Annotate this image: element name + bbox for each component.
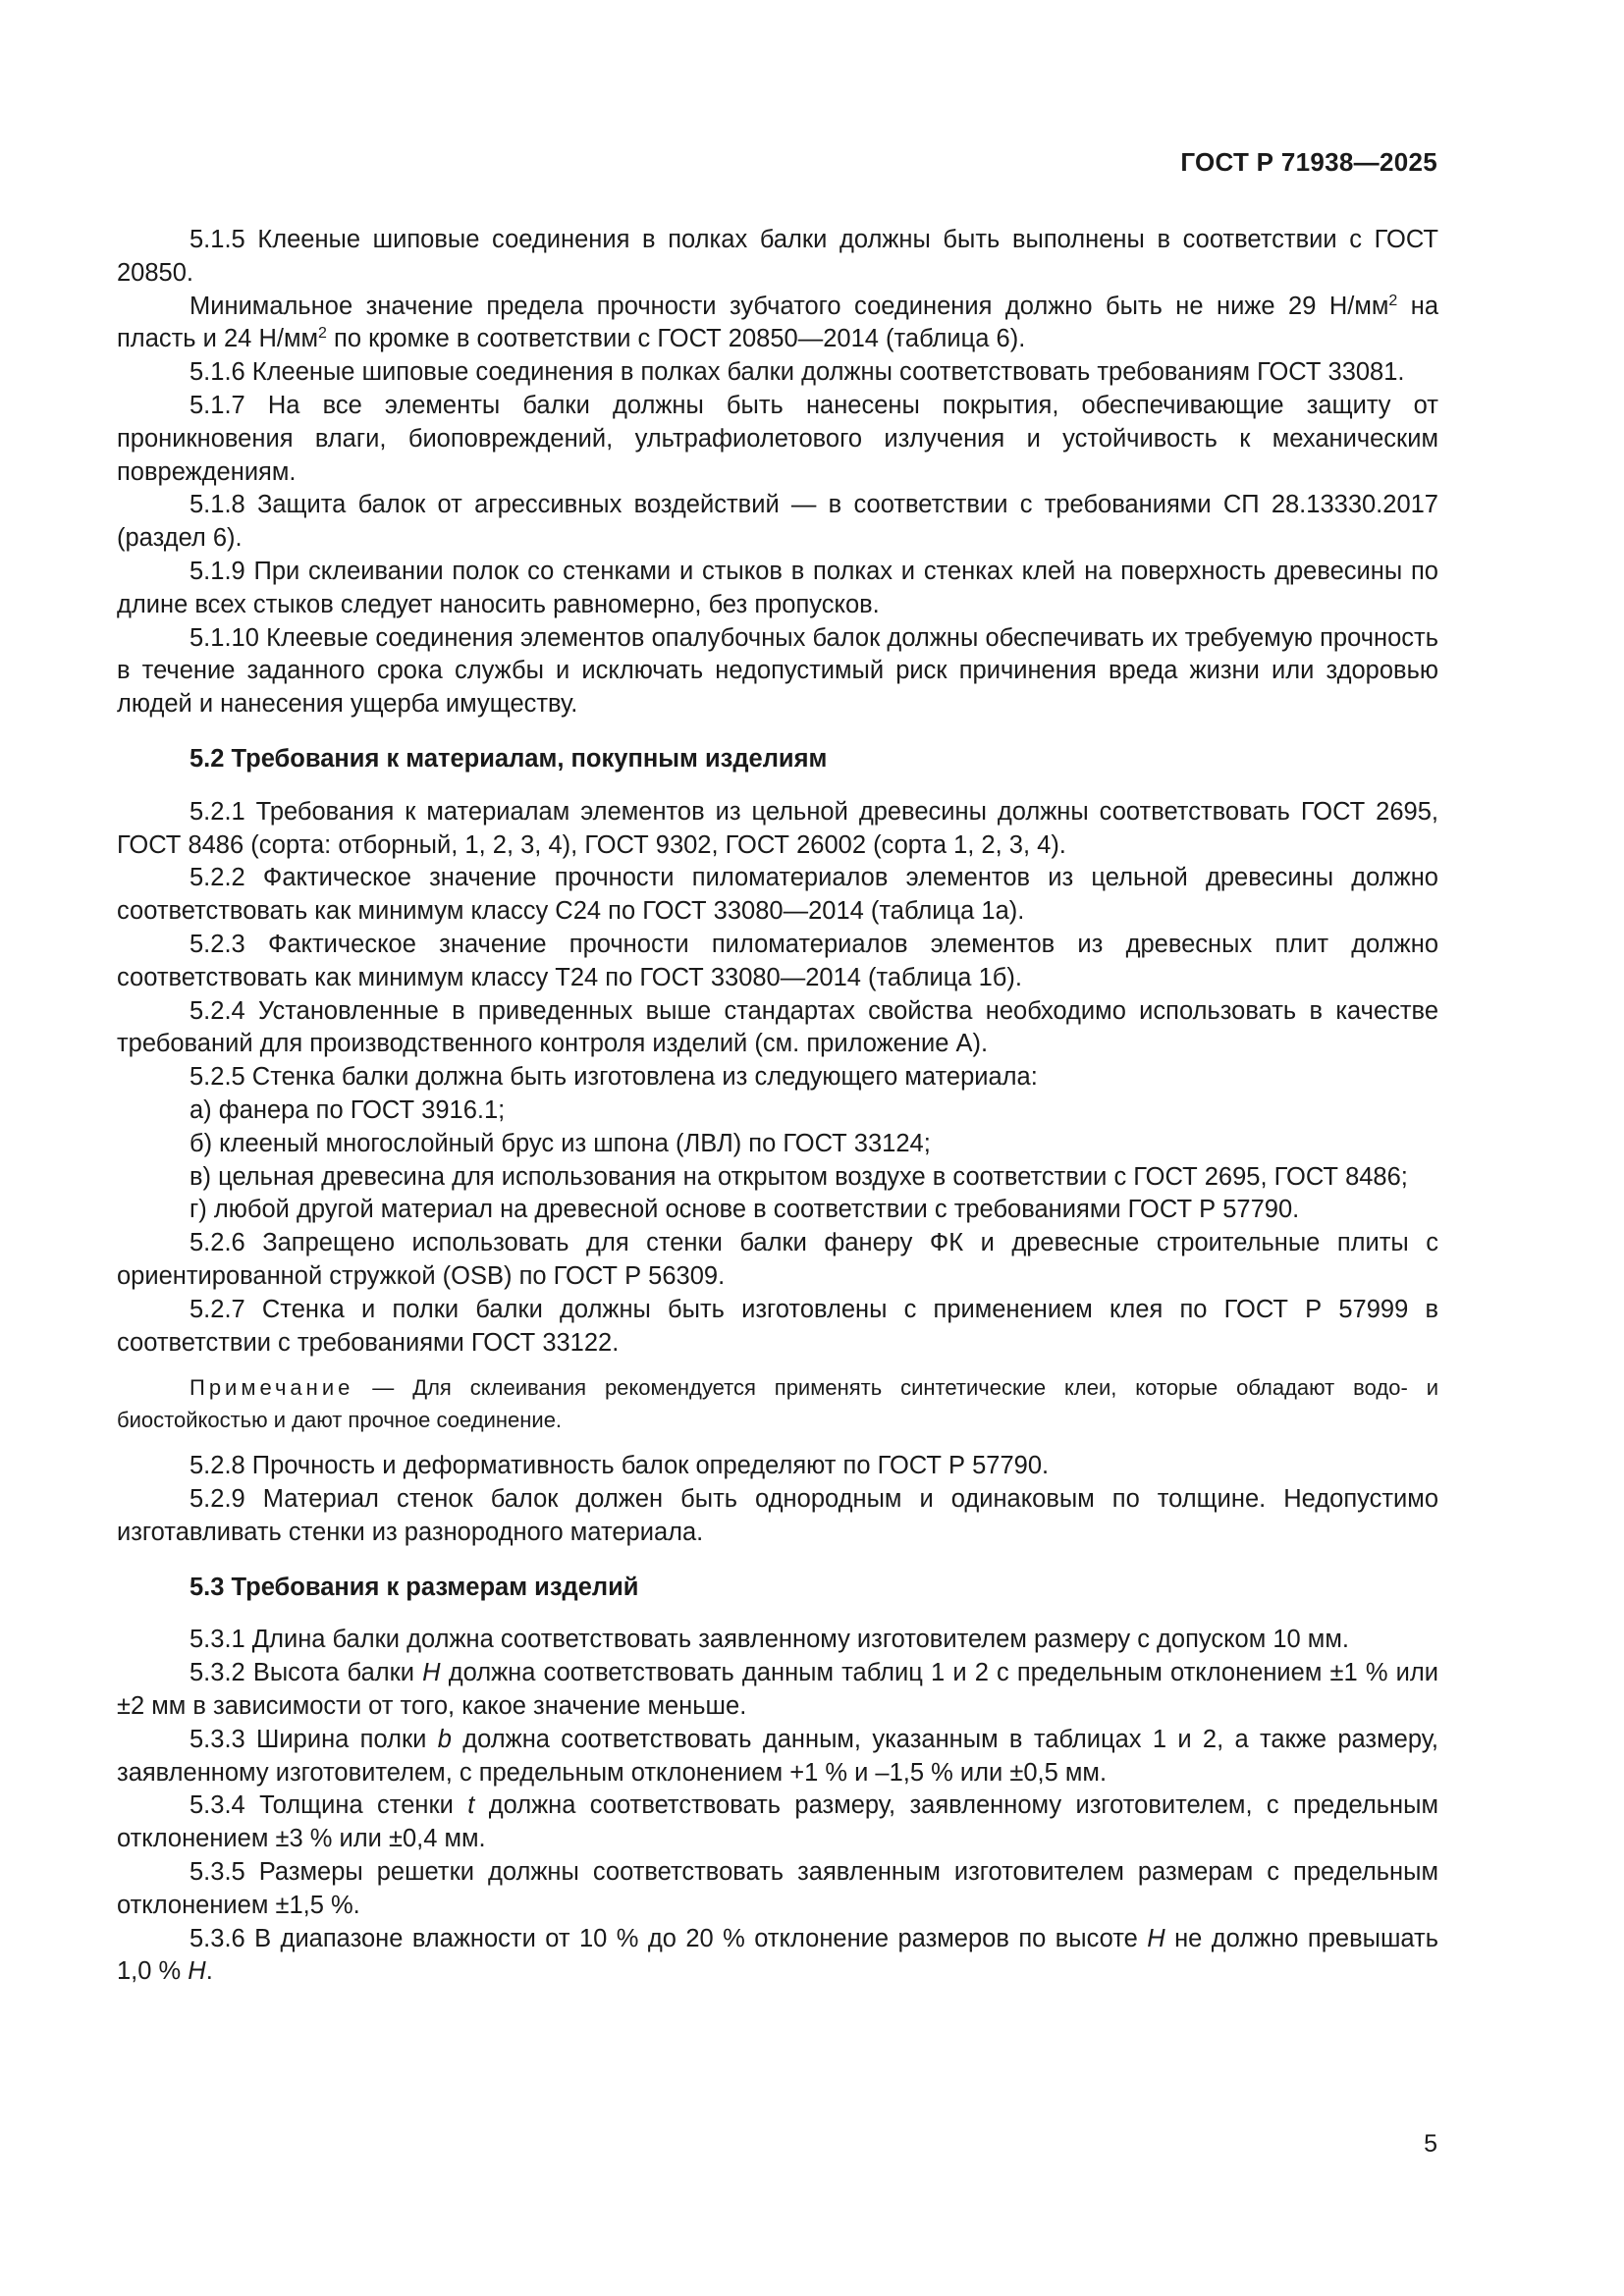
clause-text: должна соответствовать данным, указанным в таблицах 1 и 2, а также размеру, заявленному изготовителем, с предельным отклонением +1 % и –1,5 % или ±0,5 мм. bbox=[117, 1725, 1439, 1787]
variable-h: H bbox=[422, 1659, 441, 1687]
clause-5-3-3 bbox=[117, 1724, 1438, 1790]
superscript-2: 2 bbox=[318, 325, 327, 343]
variable-h: H bbox=[1147, 1924, 1165, 1952]
clause-5-3-4 bbox=[117, 1789, 1438, 1856]
clause-5-1-6: 5.1.6 Клееные шиповые соединения в полках балки должны соответствовать требованиям ГОСТ 33081. bbox=[189, 358, 1405, 387]
document-id-header: ГОСТ Р 71938—2025 bbox=[1180, 147, 1437, 177]
variable-b: b bbox=[437, 1725, 452, 1753]
min-strength-text-c: по кромке в соответствии с ГОСТ 20850—2014 (таблица 6). bbox=[326, 325, 1026, 353]
clause-5-2-4: 5.2.4 Установленные в приведенных выше стандартах свойства необходимо использовать в качестве требований для производственного контроля изделий (см. приложение А). bbox=[117, 996, 1438, 1058]
clause-5-3-1: 5.3.1 Длина балки должна соответствовать заявленному изготовителем размеру с допуском 10 мм. bbox=[189, 1626, 1349, 1654]
clause-text: 5.3.6 В диапазоне влажности от 10 % до 20 % отклонение размеров по высоте bbox=[189, 1924, 1148, 1952]
clause-5-2-5: 5.2.5 Стенка балки должна быть изготовлена из следующего материала: bbox=[189, 1063, 1038, 1092]
clause-text: должна соответствовать данным таблиц 1 и 2 с предельным отклонением ±1 % или ±2 мм в зависимости от того, какое значение меньше. bbox=[117, 1659, 1438, 1721]
clause-5-3-5: 5.3.5 Размеры решетки должны соответствовать заявленным изготовителем размерам с предельным отклонением ±1,5 %. bbox=[117, 1858, 1438, 1919]
clause-text: . bbox=[205, 1957, 213, 1986]
clause-text: не должно превышать 1,0 % bbox=[117, 1924, 1438, 1986]
clause-5-1-5: 5.1.5 Клееные шиповые соединения в полках балки должны быть выполнены в соответствии с ГОСТ 20850. bbox=[117, 226, 1438, 287]
min-strength-text-b: на пласть и 24 Н/мм bbox=[117, 292, 1439, 353]
clause-5-2-3: 5.2.3 Фактическое значение прочности пиломатериалов элементов из древесных плит должно соответствовать как минимум классу Т24 по ГОСТ 33080—2014 (таблица 1б). bbox=[117, 930, 1438, 991]
variable-h: H bbox=[188, 1957, 206, 1986]
clause-5-2-6: 5.2.6 Запрещено использовать для стенки балки фанеру ФК и древесные строительные плиты с ориентированной стружкой (OSB) по ГОСТ Р 56309. bbox=[117, 1229, 1438, 1290]
list-item-b: б) клееный многослойный брус из шпона (ЛВЛ) по ГОСТ 33124; bbox=[189, 1129, 931, 1157]
clause-5-2-7: 5.2.7 Стенка и полки балки должны быть изготовлены с применением клея по ГОСТ Р 57999 в соответствии с требованиями ГОСТ 33122. bbox=[117, 1295, 1438, 1357]
clause-5-1-7: 5.1.7 На все элементы балки должны быть нанесены покрытия, обеспечивающие защиту от проникновения влаги, биоповреждений, ультрафиолетового излучения и устойчивость к механическим повреждениям. bbox=[117, 391, 1438, 486]
page-number: 5 bbox=[1424, 2130, 1437, 2158]
clause-text: 5.3.3 Ширина полки bbox=[189, 1725, 438, 1753]
clause-5-1-9: 5.1.9 При склеивании полок со стенками и стыков в полках и стенках клей на поверхность древесины по длине всех стыков следует наносить равномерно, без пропусков. bbox=[117, 557, 1438, 618]
min-strength-paragraph bbox=[117, 291, 1438, 357]
superscript-2: 2 bbox=[1388, 292, 1398, 309]
note-label: Примечание bbox=[189, 1375, 354, 1401]
clause-5-1-8: 5.1.8 Защита балок от агрессивных воздействий — в соответствии с требованиями СП 28.13330.2017 (раздел 6). bbox=[117, 491, 1438, 553]
clause-5-3-2 bbox=[117, 1657, 1438, 1724]
clause-5-1-10: 5.1.10 Клеевые соединения элементов опалубочных балок должны обеспечивать их требуемую прочность в течение заданного срока службы и исключать недопустимый риск причинения вреда жизни или здоровью людей и нанесения ущерба имуществу. bbox=[117, 623, 1438, 719]
clause-5-2-9: 5.2.9 Материал стенок балок должен быть однородным и одинаковым по толщине. Недопустимо изготавливать стенки из разнородного материала. bbox=[117, 1485, 1438, 1546]
list-item-v: в) цельная древесина для использования на открытом воздухе в соответствии с ГОСТ 2695, ГОСТ 8486; bbox=[189, 1162, 1408, 1191]
clause-5-3-6 bbox=[117, 1923, 1438, 1990]
variable-t: t bbox=[467, 1791, 475, 1820]
clause-text: 5.3.2 Высота балки bbox=[189, 1659, 423, 1687]
list-item-a: а) фанера по ГОСТ 3916.1; bbox=[189, 1095, 506, 1124]
note-text: — Для склеивания рекомендуется применять синтетические клеи, которые обладают водо- и биостойкостью и дают прочное соединение. bbox=[117, 1375, 1438, 1433]
clause-5-2-8: 5.2.8 Прочность и деформативность балок определяют по ГОСТ Р 57790. bbox=[189, 1452, 1050, 1480]
clause-text: должна соответствовать размеру, заявленному изготовителем, с предельным отклонением ±3 % или ±0,4 мм. bbox=[117, 1791, 1438, 1853]
document-body bbox=[117, 224, 1438, 1989]
clause-5-2-1: 5.2.1 Требования к материалам элементов из цельной древесины должны соответствовать ГОСТ 2695, ГОСТ 8486 (сорта: отборный, 1, 2, 3, 4), ГОСТ 9302, ГОСТ 26002 (сорта 1, 2, 3, 4). bbox=[117, 797, 1438, 859]
min-strength-text-a: Минимальное значение предела прочности зубчатого соединения должно быть не ниже 29 Н/мм bbox=[189, 292, 1389, 320]
list-item-g: г) любой другой материал на древесной основе в соответствии с требованиями ГОСТ Р 57790. bbox=[189, 1196, 1300, 1224]
clause-text: 5.3.4 Толщина стенки bbox=[189, 1791, 468, 1820]
section-5-3-heading: 5.3 Требования к размерам изделий bbox=[189, 1573, 639, 1601]
section-5-2-heading: 5.2 Требования к материалам, покупным изделиям bbox=[189, 744, 828, 773]
note-paragraph bbox=[117, 1371, 1438, 1436]
clause-5-2-2: 5.2.2 Фактическое значение прочности пиломатериалов элементов из цельной древесины должно соответствовать как минимум классу С24 по ГОСТ 33080—2014 (таблица 1а). bbox=[117, 864, 1438, 926]
